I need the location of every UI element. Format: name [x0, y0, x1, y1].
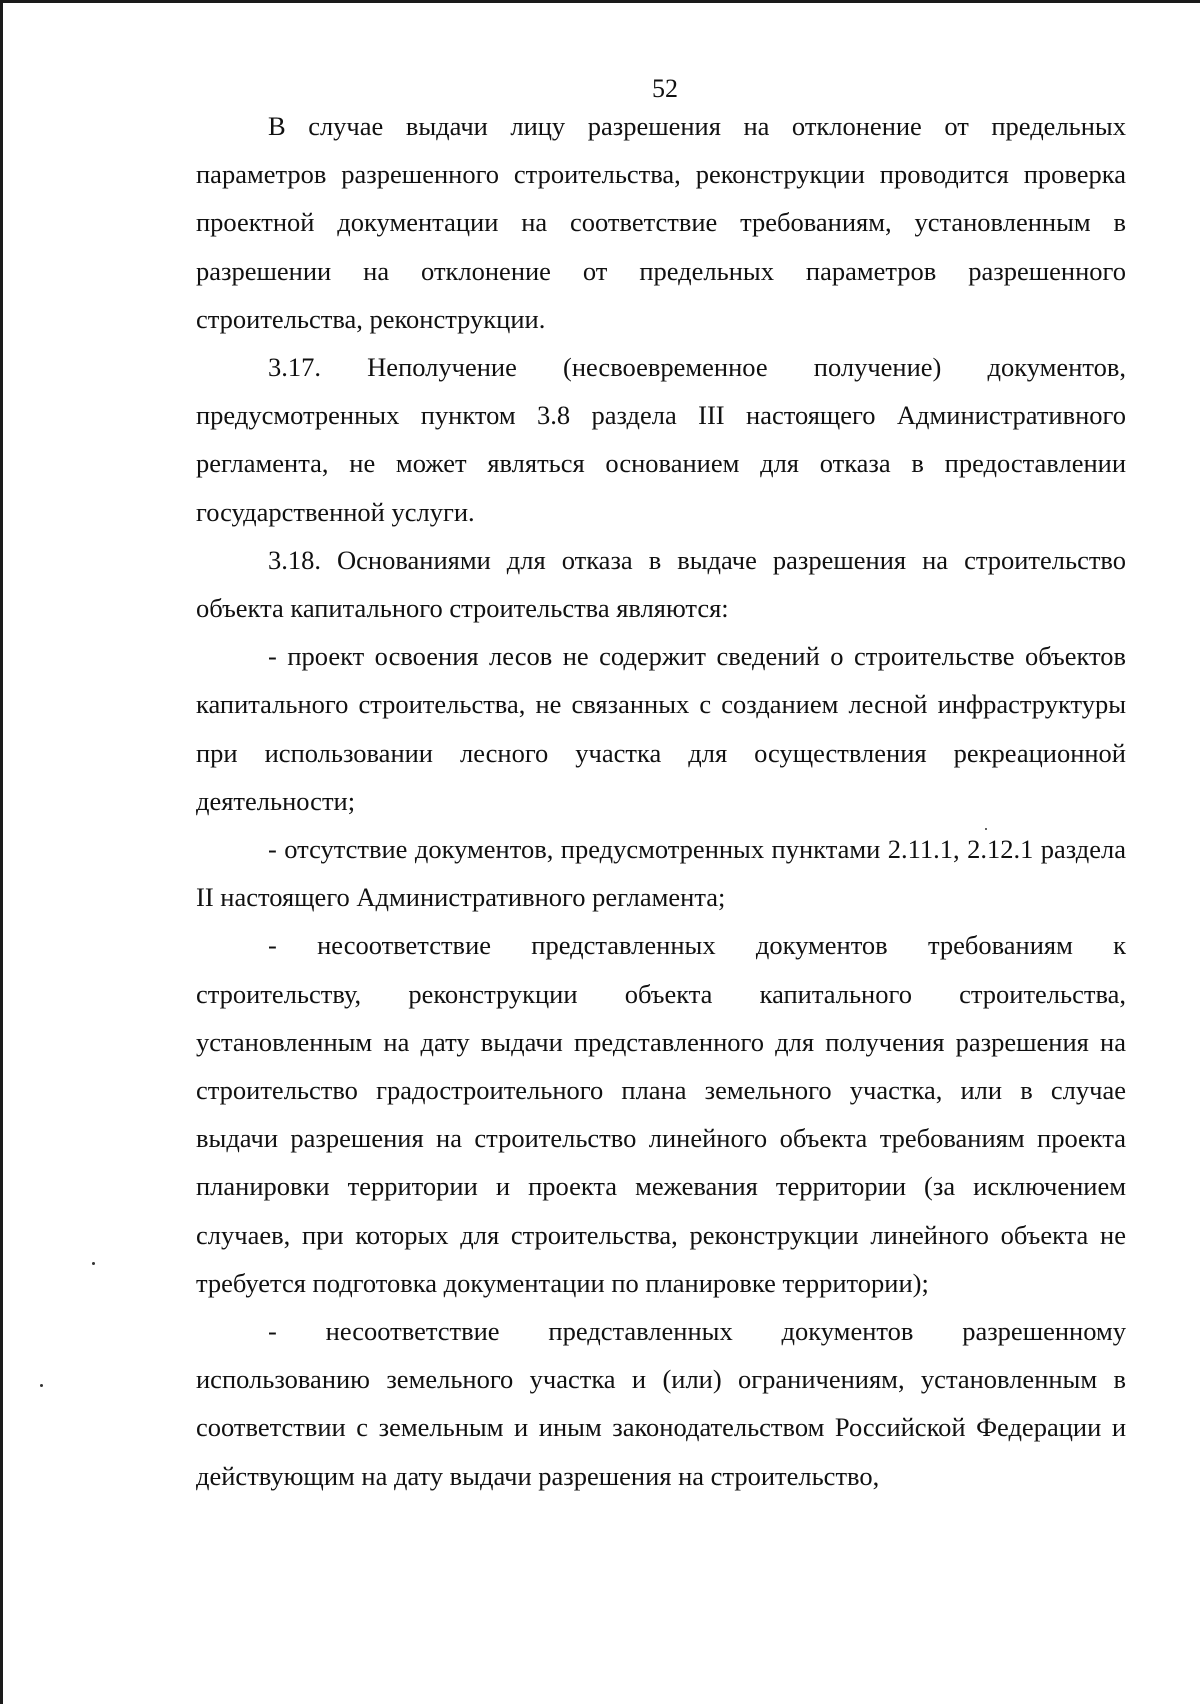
- document-body: [196, 102, 1126, 1500]
- scan-border-top: [0, 0, 1200, 3]
- scan-border-left: [0, 0, 3, 1704]
- scan-speck: [40, 1384, 43, 1387]
- page-number: 52: [652, 74, 678, 103]
- paragraph-deviation-check: В случае выдачи лицу разрешения на отклонение от предельных параметров разрешенного строительства, реконструкции проводится проверка проектной документации на соответствие требованиям, установленным в разрешении на отклонение от предельных параметров разрешенного строительства, реконструкции.: [196, 111, 1126, 334]
- list-item-forest-project: - проект освоения лесов не содержит сведений о строительстве объектов капитального строительства, не связанных с созданием лесной инфраструктуры при использовании лесного участка для осуществления рекреационной деятельности;: [196, 641, 1126, 816]
- list-item-land-use-mismatch: - несоответствие представленных документов разрешенному использованию земельного участка и (или) ограничениям, установленным в соответствии с земельным и иным законодательством Российской Федерации и действующим на дату выдачи разрешения на строительство,: [196, 1316, 1126, 1491]
- paragraph-3-18: 3.18. Основаниями для отказа в выдаче разрешения на строительство объекта капитального строительства являются:: [196, 544, 1126, 624]
- list-item-requirements-mismatch: - несоответствие представленных документов требованиям к строительству, реконструкции объекта капитального строительства, установленным на дату выдачи представленного для получения разрешения на строительство градостроительного плана земельного участка, или в случае выдачи разрешения на строительство линейного объекта требованиям проекта планировки территории и проекта межевания территории (за исключением случаев, при которых для строительства, реконструкции линейного объекта не требуется подготовка документации по планировке территории);: [196, 930, 1126, 1298]
- paragraph-3-17: 3.17. Неполучение (несвоевременное получение) документов, предусмотренных пунктом 3.8 раздела III настоящего Административного регламента, не может являться основанием для отказа в предоставлении государственной услуги.: [196, 352, 1126, 527]
- list-item-missing-documents: - отсутствие документов, предусмотренных пунктами 2.11.1, 2.12.1 раздела II настоящего Административного регламента;: [196, 834, 1126, 913]
- scan-speck: [985, 828, 987, 830]
- scan-speck: [92, 1262, 95, 1265]
